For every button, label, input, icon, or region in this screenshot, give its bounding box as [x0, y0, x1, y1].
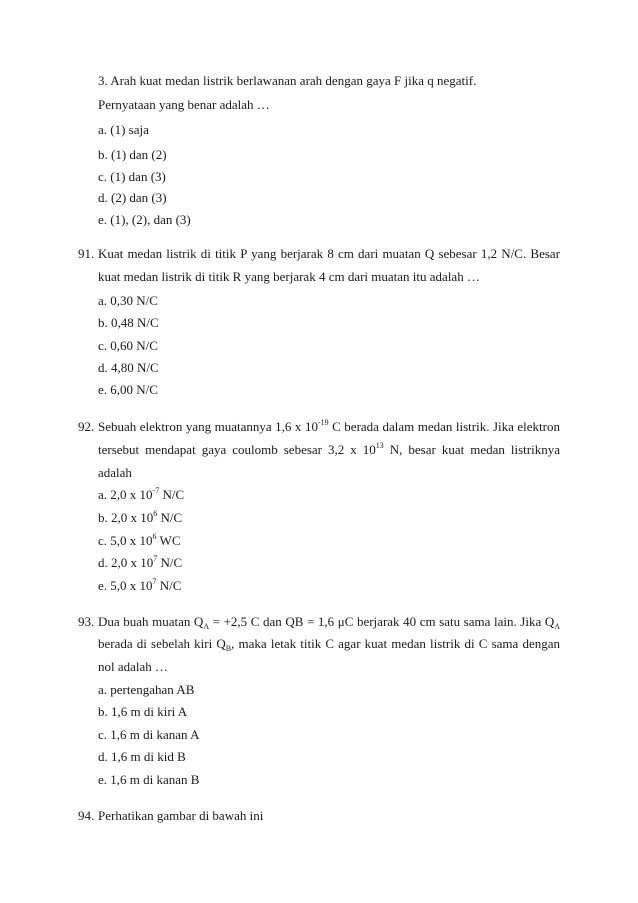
option-a: a. 2,0 x $10^{-7}$ N/C [98, 486, 185, 502]
option-b: b. 2,0 x $10^6$ N/C [98, 509, 183, 525]
option-d: d. 2,0 x $10^7$ N/C [98, 554, 183, 570]
question-text-line: Kuat medan listrik di titik P yang berjarak 8 cm dari muatan Q sebesar 1,2 N/C. Besar [98, 246, 560, 261]
option-e: e. 5,0 x $10^7$ N/C [98, 577, 182, 593]
option-d: d. 4,80 N/C [98, 360, 159, 375]
option-c: c. (1) dan (3) [98, 169, 166, 184]
option-b: b. 1,6 m di kiri A [98, 704, 188, 719]
option-c: c. 0,60 N/C [98, 338, 158, 353]
question-prompt: Pernyataan yang benar adalah … [98, 97, 270, 112]
question-number: 93. [78, 614, 95, 629]
option-d: d. (2) dan (3) [98, 190, 167, 205]
question-text-line: kuat medan listrik di titik R yang berjarak 4 cm dari muatan itu adalah … [98, 269, 480, 284]
option-c: c. 5,0 x $10^6$ WC [98, 532, 181, 548]
option-d: d. 1,6 m di kid B [98, 749, 186, 764]
question-text-line: Perhatikan gambar di bawah ini [98, 808, 264, 823]
question-text-line: Dua buah muatan $Q_A = +2,5$ C dan QB = 1,6 μC berjarak 40 cm satu sama lain. Jika $Q_A$ [98, 614, 560, 631]
option-e: e. 6,00 N/C [98, 382, 158, 397]
question-text-line: Sebuah elektron yang muatannya 1,6 x $10^{-19}$ C berada dalam medan listrik. Jika elektron [98, 418, 560, 434]
question-number: 94. [78, 808, 95, 823]
option-b: b. 0,48 N/C [98, 315, 159, 330]
question-number: 92. [78, 419, 95, 434]
option-a: a. 0,30 N/C [98, 293, 158, 308]
option-b: b. (1) dan (2) [98, 147, 167, 162]
option-a: a. pertengahan AB [98, 682, 195, 697]
question-text-line: nol adalah … [98, 659, 169, 674]
question-text-line: adalah [98, 465, 132, 480]
option-c: c. 1,6 m di kanan A [98, 727, 200, 742]
option-e: e. 1,6 m di kanan B [98, 772, 200, 787]
option-a: a. (1) saja [98, 122, 149, 137]
question-text-line: berada di sebelah kiri $Q_B$, maka letak titik C agar kuat medan listrik di C sama dengan [98, 636, 560, 653]
question-text-line: tersebut mendapat gaya coulomb sebesar 3,2 x $10^{13}$ N, besar kuat medan listriknya [98, 441, 560, 457]
option-e: e. (1), (2), dan (3) [98, 212, 191, 227]
question-number: 91. [78, 246, 95, 261]
statement-3: 3. Arah kuat medan listrik berlawanan arah dengan gaya F jika q negatif. [98, 73, 477, 88]
